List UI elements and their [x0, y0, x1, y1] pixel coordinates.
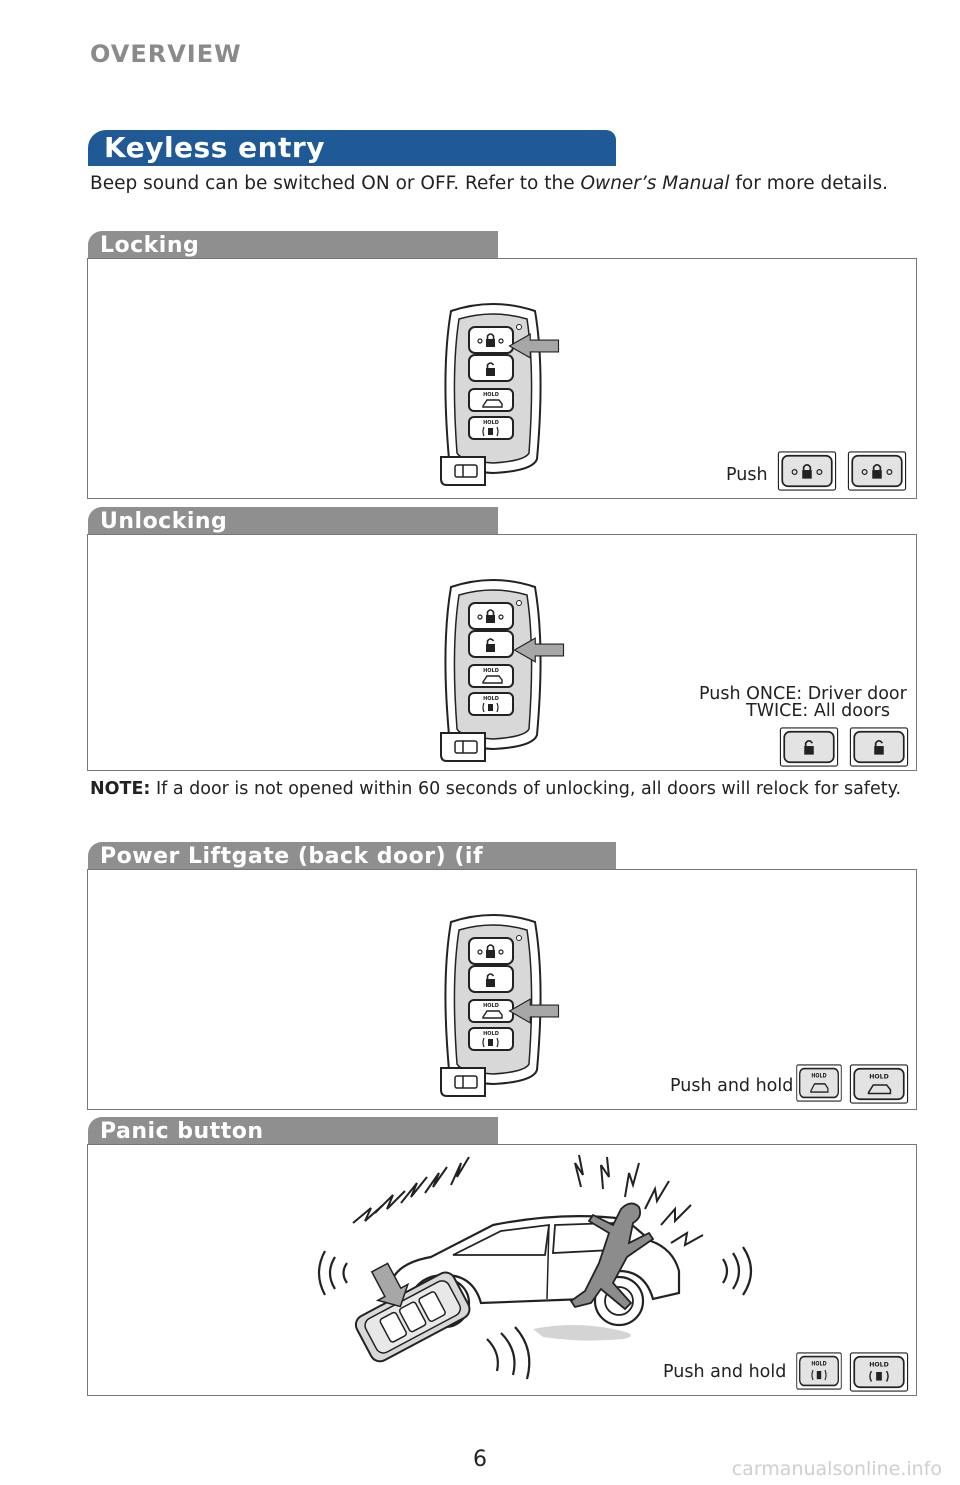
note-text: If a door is not opened within 60 seconds of unlocking, all doors will relock for safety.	[150, 779, 902, 799]
unlocking-caption-line2: TWICE: All doors	[746, 701, 890, 721]
note	[90, 776, 910, 803]
liftgate-button-icon	[848, 1064, 910, 1104]
panel-panic	[87, 1144, 917, 1396]
hold-label: HOLD	[811, 1361, 827, 1368]
intro-text	[90, 171, 910, 196]
intro-before: Beep sound can be switched ON or OFF. Refer to the	[90, 173, 581, 194]
section-title-panic: Panic button	[100, 1119, 264, 1144]
arrow-icon	[513, 635, 565, 665]
watermark: carmanualsonline.info	[731, 1458, 942, 1480]
section-title-unlocking: Unlocking	[100, 509, 228, 534]
panic-button-icon	[848, 1352, 910, 1392]
smart-key-fob-icon	[433, 575, 553, 765]
section-tab-locking	[88, 231, 498, 259]
section-title-liftgate: Power Liftgate (back door) (if	[100, 844, 484, 869]
note-label: NOTE:	[90, 779, 151, 799]
section-tab-unlocking	[88, 507, 498, 535]
lock-button-icon	[776, 451, 838, 491]
section-tab-liftgate	[88, 842, 616, 870]
section-tab-panic	[88, 1117, 498, 1145]
unlock-button-icon	[848, 727, 910, 767]
hold-label: HOLD	[869, 1361, 889, 1369]
page-number: 6	[473, 1447, 487, 1472]
page-section-header: OVERVIEW	[90, 40, 242, 68]
section-title-locking: Locking	[100, 233, 200, 258]
hold-label: HOLD	[811, 1073, 827, 1080]
unlocking-caption-line1: Push ONCE: Driver door	[699, 684, 907, 704]
car-alarm-illustration	[313, 1153, 783, 1393]
intro-after: for more details.	[729, 173, 889, 194]
smart-key-fob-icon	[433, 299, 553, 489]
hold-label: HOLD	[869, 1073, 889, 1081]
unlock-button-icon	[778, 727, 840, 767]
arrow-icon	[508, 331, 560, 361]
locking-caption: Push	[726, 465, 768, 485]
panic-button-icon	[796, 1352, 842, 1390]
liftgate-button-icon	[796, 1064, 842, 1102]
panic-caption: Push and hold	[663, 1362, 787, 1382]
liftgate-caption: Push and hold	[670, 1076, 794, 1096]
owners-manual-ref: Owner’s Manual	[580, 173, 730, 194]
panel-unlocking	[87, 534, 917, 771]
title-banner	[88, 130, 616, 166]
panel-liftgate	[87, 869, 917, 1110]
lock-button-icon	[846, 451, 908, 491]
arrow-icon	[508, 996, 560, 1026]
panel-locking	[87, 258, 917, 499]
page-title: Keyless entry	[104, 131, 325, 164]
